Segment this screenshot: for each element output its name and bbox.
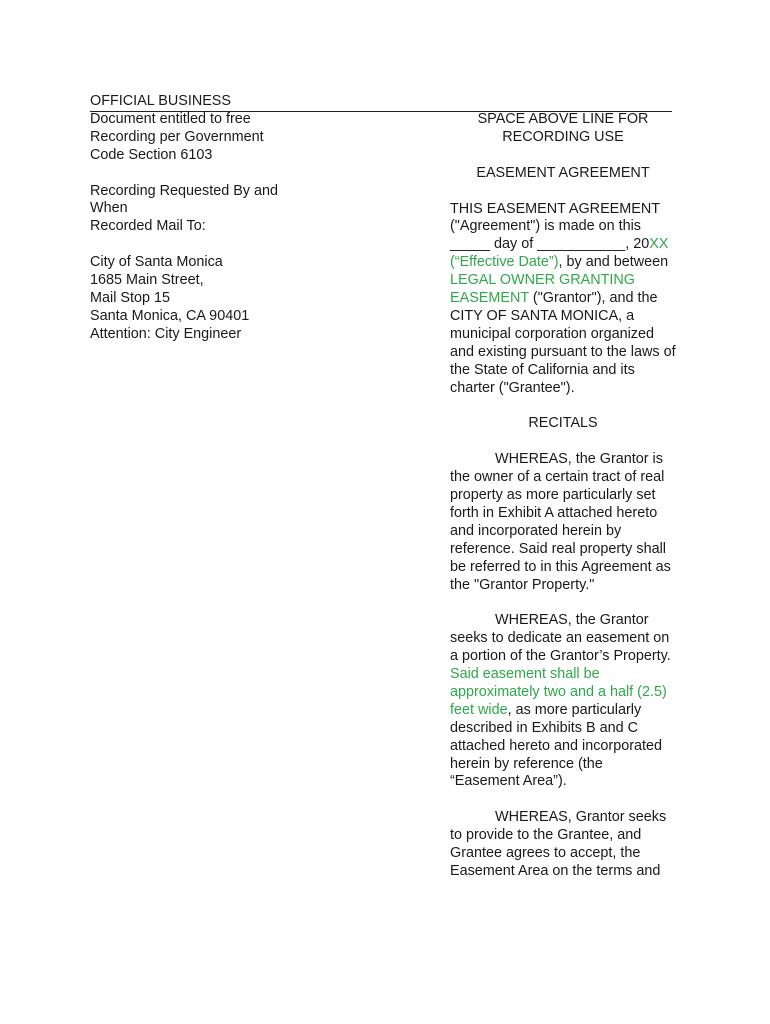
official-business-label: OFFICIAL BUSINESS: [90, 93, 232, 109]
intro-text: ("Grantor"), and the CITY OF SANTA MONICA, a municipal corporation organized and existing pursuant to the laws of the State of California and its charter ("Grantee").: [450, 290, 676, 396]
document-title: EASEMENT AGREEMENT: [476, 164, 650, 181]
address-line: City of Santa Monica: [90, 254, 223, 271]
requested-by-line: Recorded Mail To:: [90, 218, 206, 235]
fee-line: Document entitled to free: [90, 110, 251, 127]
recital-paragraph: [450, 612, 676, 791]
easement-width-placeholder: Said easement shall be approximately two and a half (2.5) feet wide: [450, 666, 667, 718]
agreement-column: [450, 111, 676, 881]
recital-text: , as more particularly described in Exhibits B and C attached hereto and incorporated herein by reference (the “Easement Area”).: [450, 701, 663, 790]
intro-text: , by and between: [558, 254, 669, 271]
fee-line: Recording per Government: [90, 128, 264, 145]
address-line: Attention: City Engineer: [90, 325, 242, 342]
mailing-block: [90, 93, 340, 344]
intro-paragraph: [450, 201, 676, 398]
recital-text: WHEREAS, the Grantor seeks to dedicate an easement on a portion of the Grantor’s Property.: [450, 612, 671, 665]
recording-space-label: [450, 111, 676, 147]
requested-by-line: When: [90, 200, 128, 217]
address-line: 1685 Main Street,: [90, 272, 204, 289]
address-line: Santa Monica, CA 90401: [90, 307, 250, 324]
intro-text: THIS EASEMENT AGREEMENT ("Agreement") is made on this _____ day of ___________, 20: [450, 200, 660, 253]
recital-paragraph: WHEREAS, Grantor seeks to provide to the Grantee, and Grantee agrees to accept, the Easement Area on the terms and: [450, 809, 667, 879]
requested-by-line: Recording Requested By and: [90, 182, 278, 199]
recital-paragraph: WHEREAS, the Grantor is the owner of a certain tract of real property as more particularly set forth in Exhibit A attached hereto and incorporated herein by reference. Said real property shall be referred to in this Agreement as the "Grantor Property.": [450, 451, 671, 593]
recitals-heading: RECITALS: [528, 415, 598, 432]
recording-space-line: SPACE ABOVE LINE FOR: [477, 111, 649, 127]
fee-line: Code Section 6103: [90, 146, 213, 163]
address-line: Mail Stop 15: [90, 289, 170, 306]
recording-space-line: RECORDING USE: [502, 128, 624, 145]
effective-date-placeholder: XX (“Effective Date”): [450, 236, 669, 271]
grantor-name-placeholder: LEGAL OWNER GRANTING EASEMENT: [450, 272, 635, 307]
